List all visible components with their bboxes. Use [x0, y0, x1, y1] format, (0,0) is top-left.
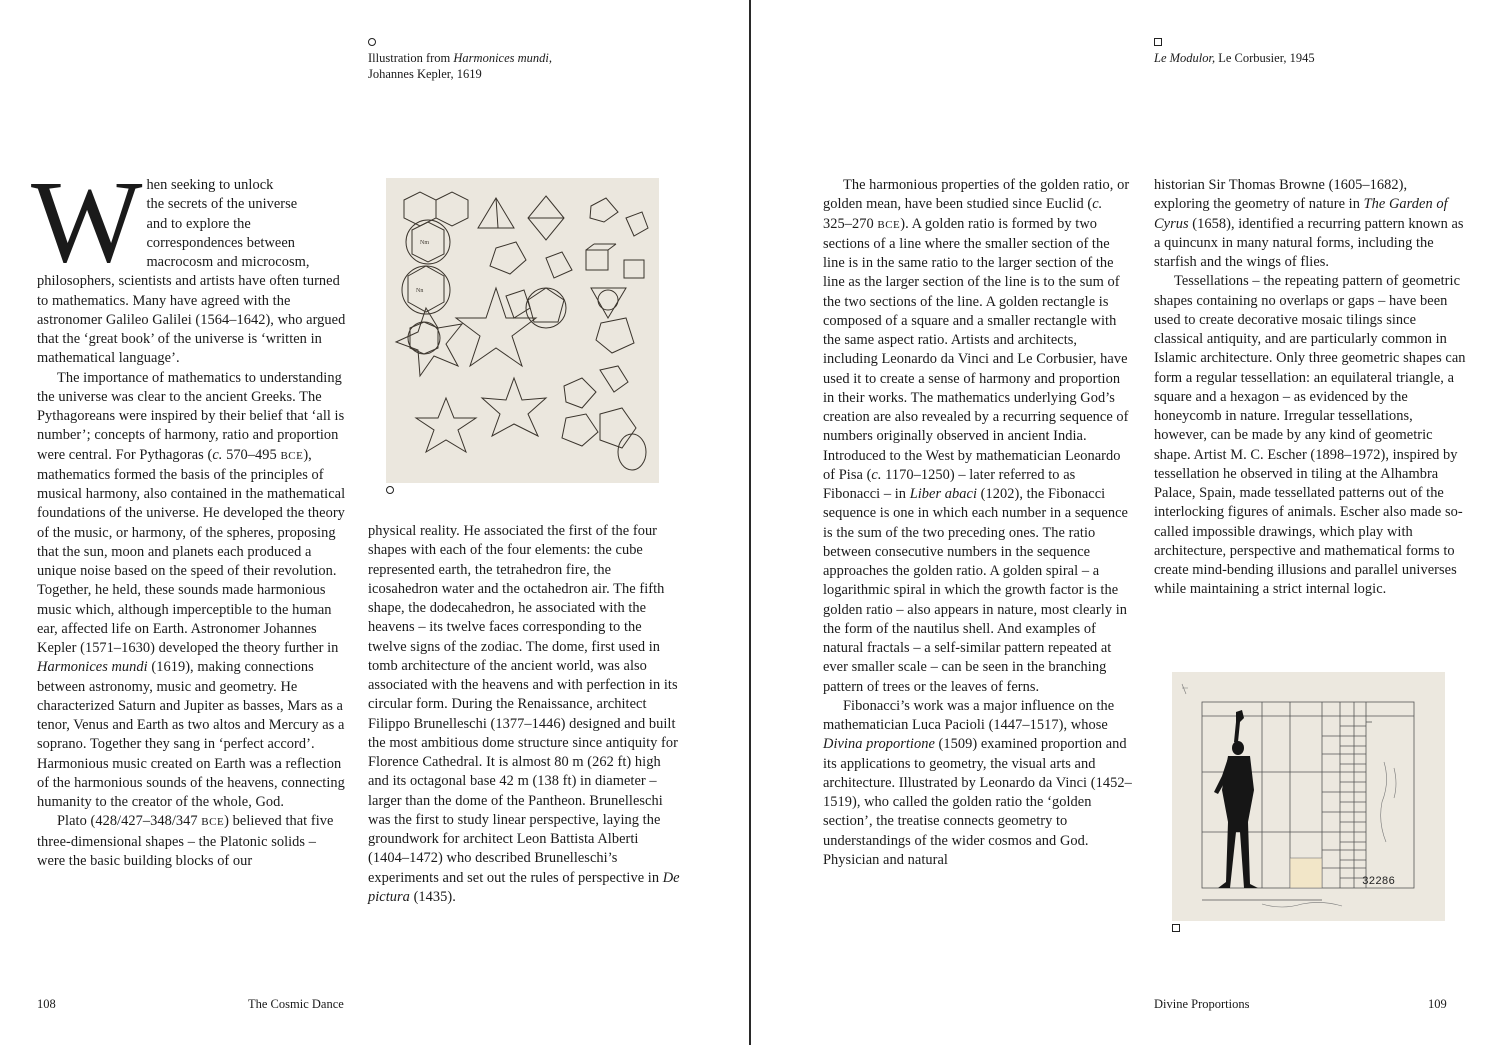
modulor-man-figure: [1214, 710, 1258, 888]
right-column-2: historian Sir Thomas Browne (1605–1682), exploring the geometry of nature in The Garden of Cyrus (1658), identified a recurring pattern known as a quincunx in many natural forms, including the starfish and the wings of flies. Tessellations – the repeating pattern of geometric shapes containing no overlaps or gaps – have been used to create decorative mosaic tilings since classical antiquity, and are particularly common in Islamic architecture. Only three geometric shapes can form a regular tessellation: an equilateral triangle, a square and a hexagon – as evidenced by the honeycomb in nature. Irregular tessellations, however, can be made by any kind of geometric shape. Artist M. C. Escher (1898–1972), inspired by tessellation he observed in tiling at the Alhambra Palace, Spain, made tessellated patterns out of the interlocking figures of animals. Escher also made so-called impossible drawings, which play with architecture, perspective and mathematical forms to create mind-bending illusions and parallel universes while maintaining a strict internal logic.: [1154, 176, 1466, 600]
right-column-1: [823, 176, 1134, 870]
image-square-marker: [1172, 924, 1180, 932]
paragraph: Plato (428/427–348/347 BCE) believed that five three-dimensional shapes – the Platonic solids – were the basic building blocks of our: [37, 813, 334, 869]
left-column-2: physical reality. He associated the first of the four shapes with each of the four elements: the cube represented earth, the tetrahedron fire, the icosahedron water and the octahedron air. The fifth shape, the dodecahedron, he associated with the heavens – its twelve faces corresponding to the twelve signs of the zodiac. The dome, first used in tomb architecture of the ancient world, was also associated with the heavens and with perfection in its circular form. During the Renaissance, architect Filippo Brunelleschi (1377–1446) designed and built the most ambitious dome structure since antiquity for Florence Cathedral. It is almost 80 m (262 ft) high and its octagonal base 42 m (138 ft) in diameter – larger than the dome of the Pantheon. Brunelleschi was the first to study linear perspective, laying the groundwork for architect Leon Battista Alberti (1404–1472) who described Brunelleschi’s experiments and set out the rules of perspective in De pictura (1435).: [368, 523, 680, 905]
platonic-solids-engraving: [386, 178, 659, 483]
caption-author: Johannes Kepler, 1619: [368, 67, 482, 81]
paragraph: Fibonacci’s work was a major influence on the mathematician Luca Pacioli (1447–1517), whose Divina proportione (1509) examined proportion and its applications to geometry, the visual arts and architecture. Illustrated by Leonardo da Vinci (1452–1519), who called the golden ratio the ‘golden section’, the treatise connects geometry to understandings of the wider cosmos and God. Physician and natural: [823, 697, 1132, 868]
page-number-left: 108: [37, 997, 56, 1011]
modulor-caption: [1154, 50, 1315, 66]
drop-cap: W: [31, 156, 143, 287]
running-head-left: The Cosmic Dance: [248, 997, 344, 1011]
paragraph: Tessellations – the repeating pattern of geometric shapes containing no overlaps or gaps – have been used to create decorative mosaic tilings since classical antiquity, and are particularly common in Islamic architecture. Only three geometric shapes can form a regular tessellation: an equilateral triangle, a square and a hexagon – as evidenced by the honeycomb in nature. Irregular tessellations, however, can be made by any kind of geometric shape. Artist M. C. Escher (1898–1972), inspired by tessellation he observed in tiling at the Alhambra Palace, Spain, made tessellated patterns out of the interlocking figures of animals. Escher also made so-called impossible drawings, which play with architecture, perspective and mathematical forms to create mind-bending illusions and parallel universes while maintaining a strict internal logic.: [1154, 273, 1466, 598]
engraving-label: Nn: [416, 288, 424, 294]
kepler-platonic-solids-illustration: [386, 178, 659, 483]
right-page: [751, 0, 1500, 1045]
caption-prefix: Illustration from: [368, 51, 451, 65]
kepler-caption: [368, 50, 552, 82]
left-page: [0, 0, 749, 1045]
page-number-right: 109: [1428, 997, 1447, 1011]
running-head-right: Divine Proportions: [1154, 997, 1250, 1011]
modulor-drawing: [1172, 672, 1445, 921]
pencil-annotations: [1182, 684, 1396, 907]
modulor-stamp-number: 32286: [1362, 876, 1396, 888]
paragraph: The importance of mathematics to understanding the universe was clear to the ancient Greeks. The Pythagoreans were inspired by their belief that ‘all is number’; concepts of harmony, ratio and proportion were central. For Pythagoras (c. 570–495 BCE), mathematics formed the basis of the principles of musical harmony, also contained in the mathematical foundations of the universe. He developed the theory of the music, or harmony, of the spheres, proposing that the sun, moon and planets each produced a unique noise based on the speed of their revolution. Together, he held, these sounds made harmonious music which, although imperceptible to the human ear, affected life on Earth. Astronomer Johannes Kepler (1571–1630) developed the theory further in Harmonices mundi (1619), making connections between astronomy, music and geometry. He characterized Saturn and Jupiter as basses, Mars as a tenor, Venus and Earth as two altos and Mercury as a soprano. Together they sang in ‘perfect accord’. Harmonious music created on Earth was a reflection of the harmonious sounds of the heavens, connecting humanity to the creator of the whole, God.: [37, 369, 346, 810]
caption-square-marker: [1154, 38, 1162, 46]
caption-author: Le Corbusier, 1945: [1218, 51, 1315, 65]
left-column-1: W hen seeking to unlock the secrets of the universe and to explore the correspondences between macrocosm and microcosm, philosophers, scientists and artists have often turned to mathematics. Many have agreed with the astronomer Galileo Galilei (1564–1642), who argued that the ‘great book’ of the universe is ‘written in mathematical language’. The importance of mathematics to understanding the universe was clear to the ancient Greeks. The Pythagoreans were inspired by their belief that ‘all is number’; concepts of harmony, ratio and proportion were central. For Pythagoras (c. 570–495 BCE), mathematics formed the basis of the principles of musical harmony, also contained in the mathematical foundations of the universe. He developed the theory of the music, or harmony, of the spheres, proposing that the sun, moon and planets each produced a unique noise based on the speed of their revolution. Together, he held, these sounds made harmonious music which, although imperceptible to the human ear, affected life on Earth. Astronomer Johannes Kepler (1571–1630) developed the theory further in Harmonices mundi (1619), making connections between astronomy, music and geometry. He characterized Saturn and Jupiter as basses, Mars as a tenor, Venus and Earth as two altos and Mercury as a soprano. Together they sang in ‘perfect accord’. Harmonious music created on Earth was a reflection of the harmonious sounds of the heavens, connecting humanity to the creator of the whole, God. Plato (428/427–348/347 BCE) believed that five three-dimensional shapes – the Platonic solids – were the basic building blocks of our: [37, 176, 347, 871]
modulor-shaded-cell: [1290, 858, 1322, 888]
image-circle-marker: [386, 486, 394, 494]
caption-title: Harmonices mundi,: [453, 51, 553, 65]
le-modulor-illustration: [1172, 672, 1445, 921]
paragraph-text: philosophers, scientists and artists have often turned to mathematics. Many have agreed with the astronomer Galileo Galilei (1564–1642), who argued that the ‘great book’ of the universe is ‘written in mathematical language’.: [37, 273, 346, 367]
caption-title: Le Modulor,: [1154, 51, 1216, 65]
engraving-label: Nm: [420, 240, 429, 246]
paragraph: The harmonious properties of the golden ratio, or golden mean, have been studied since Euclid (c. 325–270 BCE). A golden ratio is formed by two sections of a line where the smaller section of the line is in the same ratio to the larger section of the line as the larger section of the line is to the sum of the two sections of the line. A golden rectangle is composed of a square and a smaller rectangle with the same aspect ratio. Artists and architects, including Leonardo da Vinci and Le Corbusier, have used it to create a sense of harmony and proportion in their works. The mathematics underlying God’s creation are also revealed by a recurring sequence of numbers originally observed in ancient India. Introduced to the West by mathematician Leonardo of Pisa (c. 1170–1250) – later referred to as Fibonacci – in Liber abaci (1202), the Fibonacci sequence is one in which each number in a sequence is the sum of the two preceding ones. The ratio between consecutive numbers in the sequence approaches the golden ratio. A golden spiral – a logarithmic spiral in which the growth factor is the golden ratio – also appears in nature, most clearly in the form of the nautilus shell. And examples of natural fractals – a self-similar pattern repeated at ever smaller scale – can be seen in the branching pattern of trees or the leaves of ferns.: [823, 177, 1130, 695]
caption-circle-marker: [368, 38, 376, 46]
